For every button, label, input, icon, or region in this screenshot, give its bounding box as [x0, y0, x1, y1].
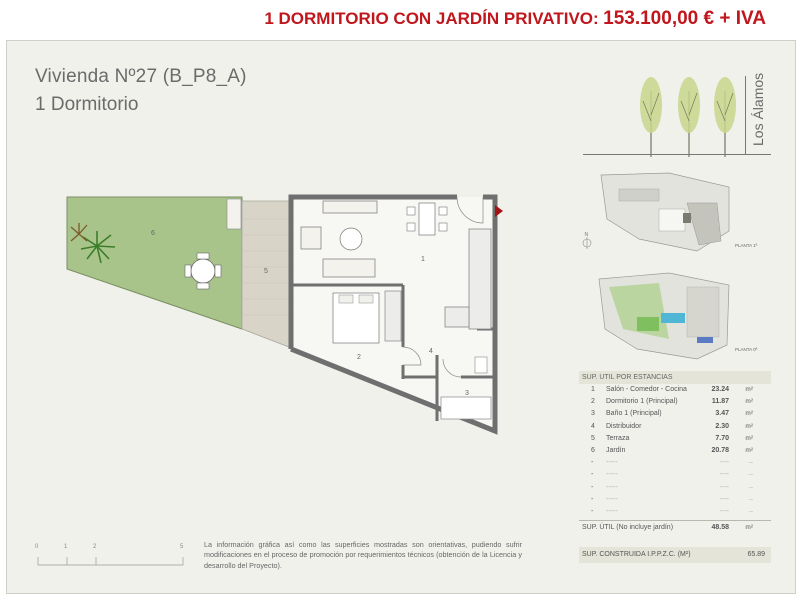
- headline-label: 1 DORMITORIO CON JARDÍN PRIVATIVO:: [264, 9, 599, 28]
- area-row-name: -----: [606, 471, 618, 479]
- area-row-name: Jardín: [606, 446, 626, 454]
- terrace-bench: [227, 199, 241, 229]
- useful-area-value: 48.58: [711, 524, 729, 532]
- area-row-unit: m²: [745, 398, 753, 406]
- area-row-value: ----: [719, 459, 729, 467]
- north-label: N: [584, 232, 589, 238]
- built-area-label: SUP. CONSTRUIDA I.P.P.Z.C. (M²): [582, 551, 691, 559]
- area-row-value: ----: [719, 495, 729, 503]
- area-row-empty: [579, 506, 771, 518]
- unit-subtitle: 1 Dormitorio: [35, 94, 139, 115]
- room-label-5: 5: [264, 268, 268, 275]
- wardrobe: [385, 291, 401, 341]
- plan-panel: [7, 41, 550, 593]
- area-row-value: 23.24: [711, 386, 729, 393]
- area-row-unit: --: [748, 495, 753, 503]
- area-row-number: 1: [591, 386, 595, 393]
- area-row-name: Baño 1 (Principal): [606, 410, 662, 418]
- area-row-value: 11.87: [711, 398, 729, 406]
- area-row-number: -: [591, 459, 594, 467]
- area-row-name: -----: [606, 507, 618, 515]
- headline-price: 153.100,00 € + IVA: [603, 8, 766, 29]
- north-arrow-icon: [583, 232, 591, 249]
- bathtub: [441, 397, 491, 419]
- area-row-number: 5: [591, 434, 595, 442]
- useful-area-unit: m²: [745, 524, 753, 532]
- area-row-name: Dormitorio 1 (Principal): [606, 398, 678, 406]
- area-row-name: -----: [606, 459, 618, 467]
- area-row-unit: --: [748, 507, 753, 515]
- info-panel: [557, 41, 795, 593]
- area-row-name: Salón - Comedor - Cocina: [606, 386, 687, 393]
- room-label-6: 6: [151, 230, 155, 237]
- useful-area-total: [579, 520, 771, 535]
- area-row-unit: m²: [745, 410, 753, 418]
- area-row-unit: m²: [745, 422, 753, 430]
- scale-tick-0: 0: [35, 544, 39, 550]
- kitchen-counter: [469, 229, 491, 329]
- area-row-value: 7.70: [715, 434, 729, 442]
- built-area-value: 65.89: [747, 551, 765, 559]
- areas-table: [579, 371, 771, 563]
- tv-unit: [323, 259, 375, 277]
- area-row-value: 20.78: [711, 446, 729, 454]
- scale-tick-1: 1: [64, 544, 68, 550]
- armchair: [301, 227, 321, 249]
- area-row-number: -: [591, 495, 594, 503]
- area-row-name: Terraza: [606, 434, 630, 442]
- areas-table-header: SUP. UTIL POR ESTANCIAS: [579, 371, 771, 384]
- area-row-number: -: [591, 471, 594, 479]
- sofa: [323, 201, 377, 213]
- area-row-number: 3: [591, 410, 595, 418]
- area-row-unit: --: [748, 471, 753, 479]
- scale-tick-2: 2: [93, 544, 97, 550]
- area-row-value: 3.47: [715, 410, 729, 418]
- floor-plan: [57, 189, 507, 449]
- brand-logo: [745, 72, 768, 154]
- area-row-name: -----: [606, 483, 618, 491]
- room-label-4: 4: [429, 348, 433, 355]
- floorplan-sheet: [6, 40, 796, 594]
- brand-name: Los Álamos: [750, 72, 766, 146]
- area-row-number: -: [591, 507, 594, 515]
- unit-title: Vivienda Nº27 (B_P8_A): [35, 66, 247, 87]
- areas-rows: [579, 384, 771, 518]
- area-row-name: Distribuidor: [606, 422, 642, 430]
- lower-floor-plan: [599, 273, 729, 359]
- area-row-number: 2: [591, 398, 595, 406]
- area-row-unit: m²: [745, 434, 753, 442]
- area-row-number: -: [591, 483, 594, 491]
- scale-bar: [35, 541, 195, 569]
- area-row: [579, 396, 771, 408]
- area-row-number: 6: [591, 446, 595, 454]
- area-row: [579, 433, 771, 445]
- site-plan-map: [579, 169, 769, 364]
- area-row: [579, 384, 771, 396]
- toilet: [475, 357, 487, 373]
- room-label-3: 3: [465, 390, 469, 397]
- entry-marker-icon: [495, 205, 503, 217]
- garden-area: [67, 197, 242, 329]
- useful-area-label: SUP. ÚTIL (No incluye jardín): [582, 524, 674, 532]
- area-row-empty: [579, 457, 771, 469]
- area-row-value: ----: [719, 483, 729, 491]
- lower-floor-label: PLANTA 0ª: [735, 347, 758, 352]
- area-row: [579, 445, 771, 457]
- room-label-2: 2: [357, 354, 361, 361]
- area-row-unit: m²: [745, 446, 753, 454]
- area-row-unit: --: [748, 459, 753, 467]
- area-row-value: ----: [719, 507, 729, 515]
- upper-floor-label: PLANTA 1ª: [735, 243, 758, 248]
- area-row-number: 4: [591, 422, 595, 430]
- area-row-empty: [579, 482, 771, 494]
- upper-floor-plan: [601, 173, 729, 251]
- disclaimer-text: La información gráfica así como las superficies mostradas son orientativas, pudiendo sufrir modificaciones en el proceso de promoción por requerimientos técnicos (obtención de la Licencia y desarrollo del Proyecto).: [204, 540, 522, 570]
- area-row: [579, 408, 771, 420]
- area-row-unit: --: [748, 483, 753, 491]
- area-row-name: -----: [606, 495, 618, 503]
- area-row: [579, 421, 771, 433]
- tree-logo-icon: [637, 71, 737, 157]
- area-row-value: 2.30: [715, 422, 729, 430]
- price-headline: [264, 8, 766, 30]
- coffee-table: [340, 228, 362, 250]
- area-row-unit: m²: [745, 386, 753, 393]
- area-row-empty: [579, 469, 771, 481]
- scale-tick-5: 5: [180, 544, 184, 550]
- divider: [583, 154, 771, 155]
- room-label-1: 1: [421, 256, 425, 263]
- area-row-value: ----: [719, 471, 729, 479]
- built-area-row: [579, 547, 771, 563]
- area-row-empty: [579, 494, 771, 506]
